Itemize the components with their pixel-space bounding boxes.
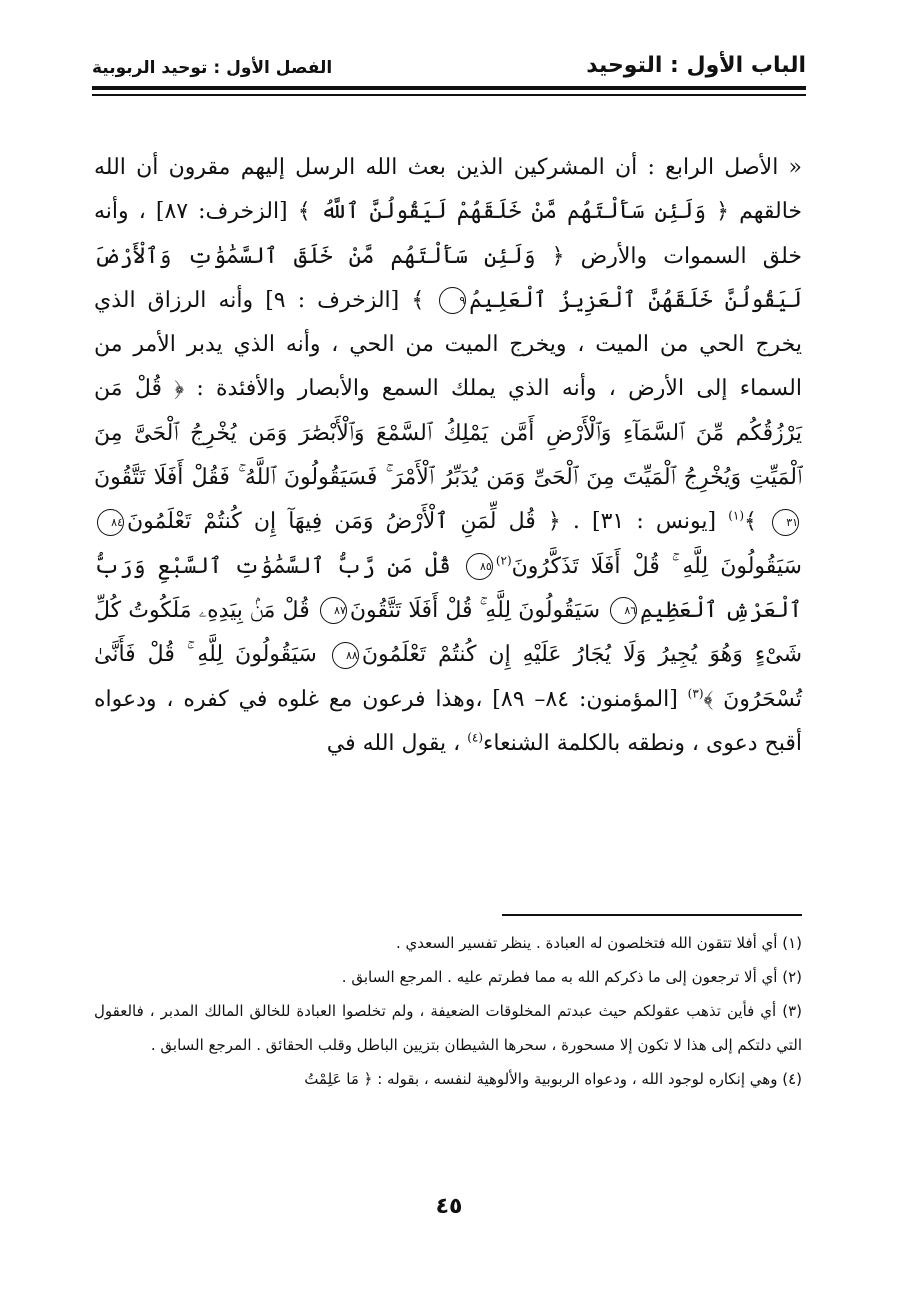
- quran-verse: سَيَقُولُونَ لِلَّهِ ۚ قُلْ أَفَلَا تَذَكَّرُونَ: [511, 553, 802, 579]
- quran-verse-close: ﴾: [744, 509, 770, 535]
- ayah-number-marker: ٨٦: [610, 597, 637, 624]
- footnote-marker: (٣): [687, 686, 704, 701]
- ayah-number-marker: ٨٧: [320, 597, 347, 624]
- text-segment: [الزخرف: ٨٧] ، وأنه خلق السموات والأرض: [94, 199, 802, 269]
- footnote-marker: (١): [728, 509, 745, 524]
- quran-verse: قُلْ مَن رَّبُّ ٱلسَّمَٰوَٰتِ ٱلسَّبْعِ وَرَبُّ ٱلْعَرْشِ ٱلْعَظِيمِ: [94, 553, 802, 623]
- footnote-separator: [502, 914, 802, 916]
- ayah-number-marker: ٨٨: [332, 642, 359, 669]
- quran-verse: قُلْ مَنۢ بِيَدِهِۦ مَلَكُوتُ كُلِّ شَىْءٍ وَهُوَ يُجِيرُ وَلَا يُجَارُ عَلَيْهِ إِن كُنتُمْ تَعْلَمُونَ: [94, 597, 802, 668]
- page-number: ٤٥: [435, 1194, 463, 1219]
- footnote-marker: (٤): [467, 730, 484, 745]
- section-title: الفصل الأول : توحيد الربوبية: [92, 58, 333, 78]
- ayah-number-marker: ٨٤: [97, 509, 124, 536]
- ayah-number-marker: ٨٥: [466, 553, 493, 580]
- footnotes: [94, 926, 802, 1096]
- quran-verse: ﴿ وَلَئِن سَأَلْتَهُم مَّنْ خَلَقَ ٱلسَّمَٰوَٰتِ وَٱلْأَرْضَ لَيَقُولُنَّ خَلَقَهُنَّ ٱلْعَزِيزُ ٱلْعَلِيمُ: [94, 243, 802, 313]
- quran-verse: سَيَقُولُونَ لِلَّهِ ۚ قُلْ أَفَلَا تَتَّقُونَ: [349, 597, 608, 623]
- quran-verse: ﴿ وَلَئِن سَأَلْتَهُم مَّنْ خَلَقَهُمْ لَيَقُولُنَّ ٱللَّهُ ﴾: [297, 199, 730, 225]
- text-segment: ، يقول الله في: [326, 730, 468, 756]
- quran-verse: ﴿ قُل لِّمَنِ ٱلْأَرْضُ وَمَن فِيهَآ إِن كُنتُمْ تَعْلَمُونَ: [127, 509, 561, 535]
- text-segment: [الزخرف : ٩] وأنه الرزاق الذي يخرج الحي من الميت ، ويخرج الميت من الحي ، وأنه الذي يدبر الأمر من السماء إلى الأرض ، وأنه الذي يملك السمع والأبصار والأفئدة :: [94, 287, 802, 402]
- quran-verse: ﴿ قُلْ مَن يَرْزُقُكُم مِّنَ ٱلسَّمَآءِ وَٱلْأَرْضِ أَمَّن يَمْلِكُ ٱلسَّمْعَ وَٱلْأَبْصَٰرَ وَمَن يُخْرِجُ ٱلْحَىَّ مِنَ ٱلْمَيِّتِ وَيُخْرِجُ ٱلْمَيِّتَ مِنَ ٱلْحَىِّ وَمَن يُدَبِّرُ ٱلْأَمْرَ ۚ فَسَيَقُولُونَ ٱللَّهُ ۚ فَقُلْ أَفَلَا تَتَّقُونَ: [94, 376, 802, 491]
- footnote: (٤) وهي إنكاره لوجود الله ، ودعواه الربوبية والألوهية لنفسه ، بقوله : ﴿ مَا عَلِمْتُ: [304, 1070, 802, 1088]
- main-text: [94, 146, 802, 766]
- text-segment: [المؤمنون: ٨٤– ٨٩] ،وهذا فرعون مع غلوه في كفره ، ودعواه أقبح دعوى ، ونطقه بالكلمة الشنعاء: [94, 686, 802, 756]
- header-rule-thick: [92, 86, 806, 90]
- quran-verse: سَيَقُولُونَ لِلَّهِ ۚ قُلْ فَأَنَّىٰ تُسْحَرُونَ ﴾: [94, 642, 802, 712]
- footnote: (١) أي أفلا تتقون الله فتخلصون له العبادة . ينظر تفسير السعدي .: [395, 934, 802, 952]
- footnote: (٢) أي ألا ترجعون إلى ما ذكركم الله به مما فطرتم عليه . المرجع السابق .: [341, 968, 802, 986]
- quran-verse-close: ﴾: [411, 287, 437, 313]
- ayah-number-marker: ٣١: [772, 509, 799, 536]
- footnote-marker: (٢): [495, 553, 512, 568]
- chapter-title: الباب الأول : التوحيد: [586, 53, 806, 78]
- header-rule-thin: [92, 94, 806, 96]
- footnote: (٣) أي فأين تذهب عقولكم حيث عبدتم المخلوقات الضعيفة ، ولم تخلصوا العبادة للخالق المالك المدبر ، فالعقول التي دلتكم إلى هذا لا تكون إلا مسحورة ، سحرها الشيطان بتزيين الباطل وقلب الحقائق . المرجع السابق .: [94, 1002, 802, 1054]
- running-header: [92, 42, 806, 78]
- text-segment: [يونس : ٣١] .: [560, 509, 729, 535]
- ayah-number-marker: ٩: [439, 287, 466, 314]
- text-segment: « الأصل الرابع : أن المشركين الذين بعث الله الرسل إليهم مقرون أن الله خالقهم: [94, 155, 803, 225]
